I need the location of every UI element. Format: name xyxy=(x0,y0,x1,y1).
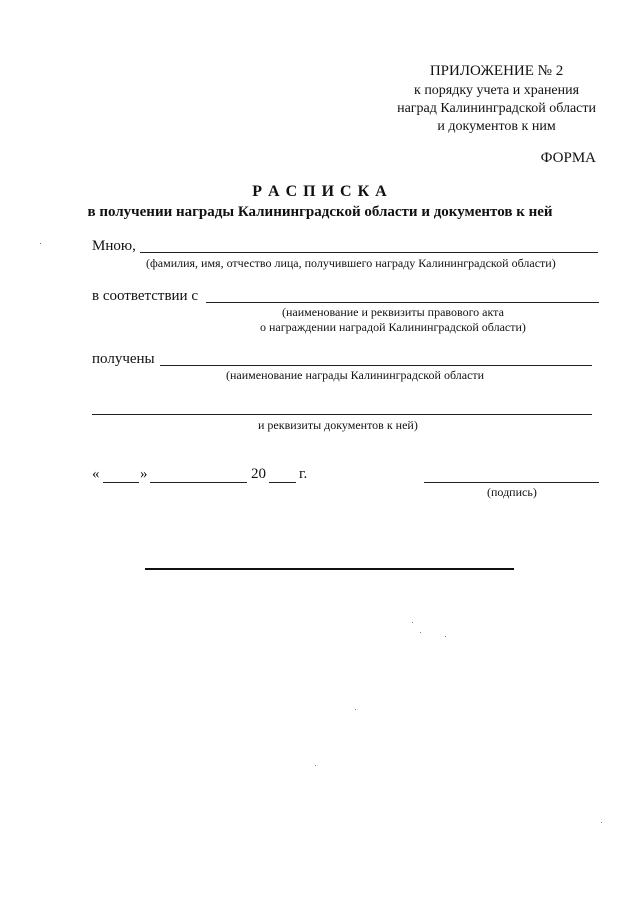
date-open-quote: « xyxy=(92,466,100,482)
date-year-line[interactable] xyxy=(269,482,296,483)
scan-speck xyxy=(315,765,316,766)
signature-caption: (подпись) xyxy=(487,485,537,499)
scan-speck xyxy=(420,632,421,633)
field-line-polucheny[interactable] xyxy=(160,365,592,366)
form-label: ФОРМА xyxy=(540,150,596,166)
document-subtitle: в получении награды Калининградской области и документов к ней xyxy=(87,204,553,220)
scan-speck xyxy=(445,636,446,637)
annex-heading xyxy=(397,62,596,136)
annex-line-4: и документов к ним xyxy=(437,119,556,134)
annex-line-3: наград Калининградской области xyxy=(397,101,596,116)
scan-speck xyxy=(355,709,356,710)
field-caption-v-sootvetstvii-1: (наименование и реквизиты правового акта xyxy=(282,305,504,319)
signature-line[interactable] xyxy=(424,482,599,483)
date-close-quote: » xyxy=(140,466,148,482)
field-label-mnoyu: Мною, xyxy=(92,238,136,254)
date-month-line[interactable] xyxy=(150,482,247,483)
scan-speck xyxy=(601,822,602,823)
field-line-mnoyu[interactable] xyxy=(140,252,598,253)
field-caption-polucheny-cont: и реквизиты документов к ней) xyxy=(258,418,418,432)
field-caption-mnoyu: (фамилия, имя, отчество лица, получившего награду Калининградской области) xyxy=(146,256,556,270)
annex-number: ПРИЛОЖЕНИЕ № 2 xyxy=(429,63,564,79)
document-title: Р А С П И С К А xyxy=(252,183,388,200)
date-year-suffix: г. xyxy=(299,466,308,482)
annex-line-2: к порядку учета и хранения xyxy=(414,83,580,98)
field-label-polucheny: получены xyxy=(92,351,155,367)
closing-separator xyxy=(145,568,514,570)
scan-speck xyxy=(40,243,41,244)
field-label-v-sootvetstvii: в соответствии с xyxy=(92,288,198,304)
scan-speck xyxy=(412,622,413,623)
field-line-v-sootvetstvii[interactable] xyxy=(206,302,599,303)
field-caption-polucheny: (наименование награды Калининградской области xyxy=(226,368,485,382)
field-caption-v-sootvetstvii-2: о награждении наградой Калининградской области) xyxy=(260,320,526,334)
date-year-prefix: 20 xyxy=(251,466,266,482)
field-line-polucheny-cont[interactable] xyxy=(92,414,592,415)
date-day-line[interactable] xyxy=(103,482,139,483)
